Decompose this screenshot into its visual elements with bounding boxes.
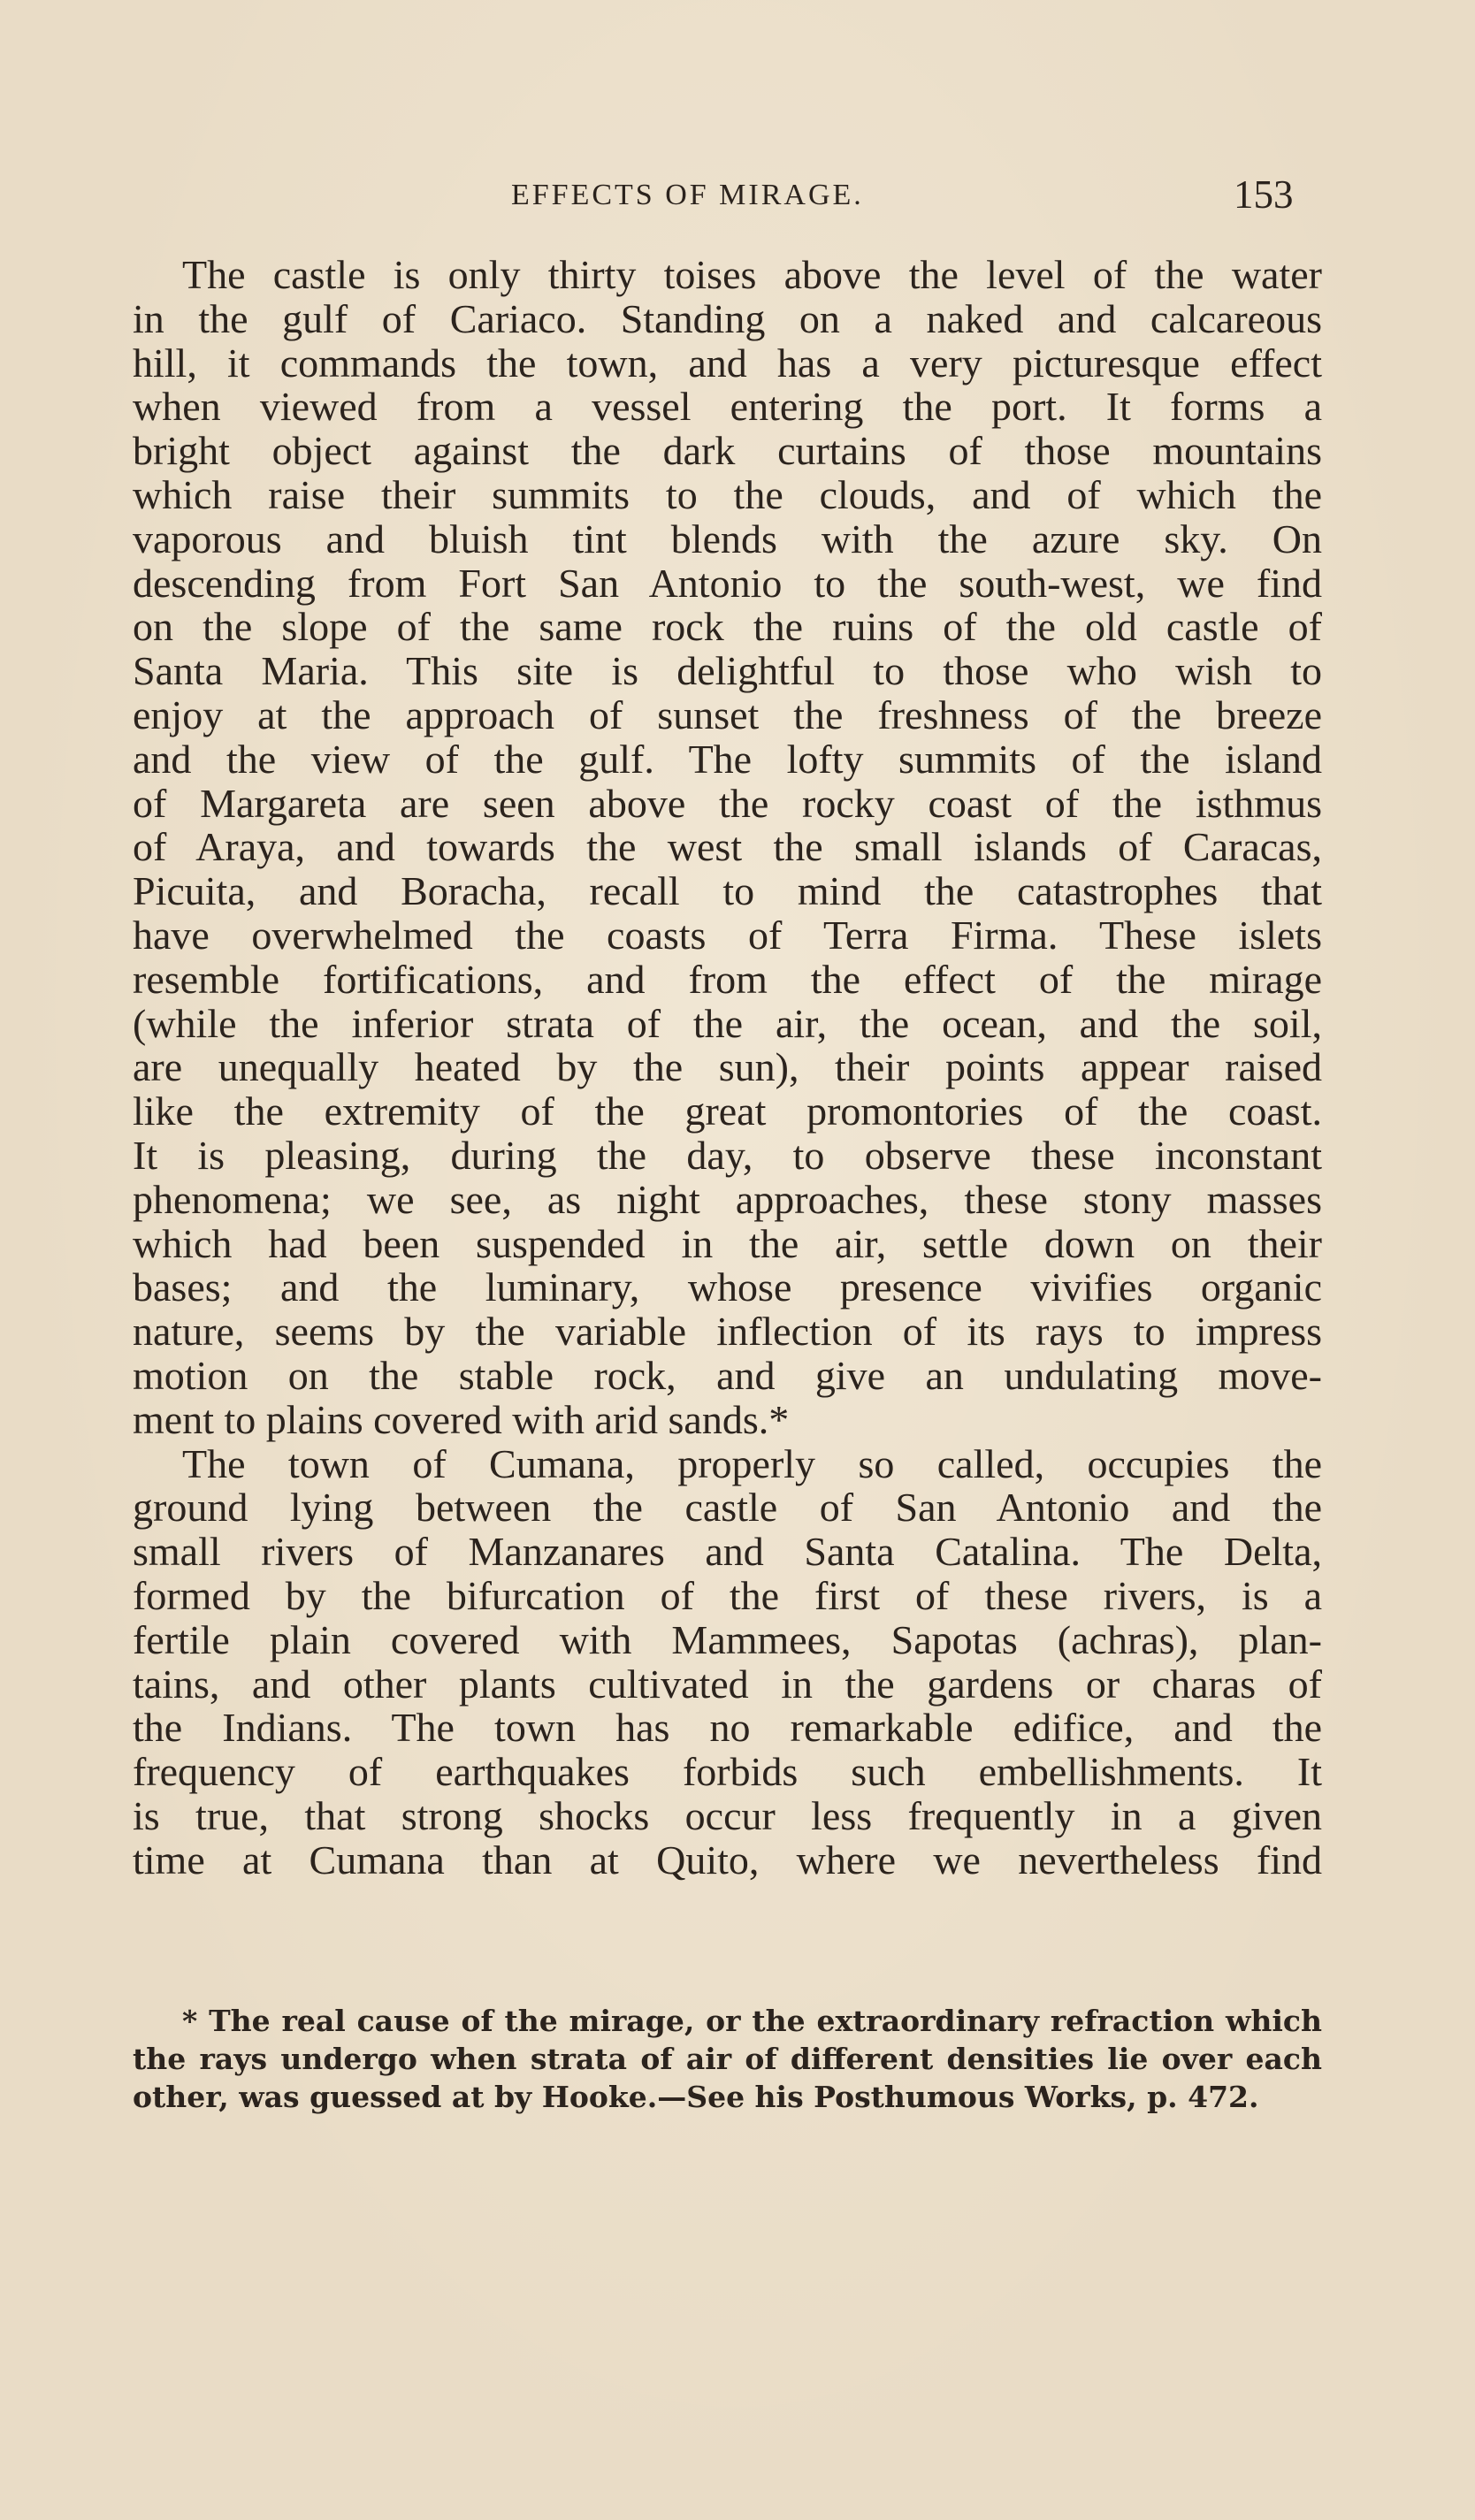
body-text bbox=[133, 253, 1322, 1882]
text-line: formed by the bifurcation of the first of these rivers, is a bbox=[133, 1572, 1322, 1618]
text-line: It is pleasing, during the day, to observe these inconstant bbox=[133, 1132, 1322, 1178]
text-line: fertile plain covered with Mammees, Sapotas (achras), plan- bbox=[133, 1616, 1322, 1662]
text-line: (while the inferior strata of the air, the ocean, and the soil, bbox=[133, 1000, 1322, 1046]
text-line: The town of Cumana, properly so called, occupies the bbox=[182, 1440, 1322, 1486]
page-number: 153 bbox=[1234, 172, 1294, 217]
text-line: frequency of earthquakes forbids such embellishments. It bbox=[133, 1749, 1322, 1795]
text-line: nature, seems by the variable inflection of its rays to impress bbox=[133, 1309, 1322, 1355]
text-line: motion on the stable rock, and give an undulating move- bbox=[133, 1352, 1322, 1398]
text-line: tains, and other plants cultivated in the gardens or charas of bbox=[133, 1661, 1322, 1707]
running-head: EFFECTS OF MIRAGE. bbox=[511, 179, 864, 211]
footnote bbox=[133, 2002, 1322, 2116]
text-line: descending from Fort San Antonio to the south-west, we find bbox=[133, 560, 1322, 606]
text-line: ground lying between the castle of San Antonio and the bbox=[133, 1485, 1322, 1531]
text-line: phenomena; we see, as night approaches, these stony masses bbox=[133, 1176, 1322, 1222]
text-line: when viewed from a vessel entering the port. It forms a bbox=[133, 384, 1322, 430]
page-header bbox=[177, 172, 1326, 228]
text-line: in the gulf of Cariaco. Standing on a naked and calcareous bbox=[133, 295, 1322, 341]
text-line: are unequally heated by the sun), their points appear raised bbox=[133, 1044, 1322, 1090]
text-line: hill, it commands the town, and has a very picturesque effect bbox=[133, 340, 1322, 386]
text-line: on the slope of the same rock the ruins of the old castle of bbox=[133, 604, 1322, 650]
text-line: and the view of the gulf. The lofty summits of the island bbox=[133, 736, 1322, 782]
text-line: of Araya, and towards the west the small islands of Caracas, bbox=[133, 824, 1322, 870]
footnote-line: other, was guessed at by Hooke.—See his Posthumous Works, p. 472. bbox=[133, 2080, 1259, 2114]
text-line: The castle is only thirty toises above the level of the water bbox=[182, 252, 1322, 297]
text-line: small rivers of Manzanares and Santa Catalina. The Delta, bbox=[133, 1529, 1322, 1575]
text-line: the Indians. The town has no remarkable edifice, and the bbox=[133, 1705, 1322, 1751]
text-line: which had been suspended in the air, settle down on their bbox=[133, 1220, 1322, 1266]
text-line: Picuita, and Boracha, recall to mind the catastrophes that bbox=[133, 868, 1322, 914]
text-line: bright object against the dark curtains of those mountains bbox=[133, 428, 1322, 474]
text-line: Santa Maria. This site is delightful to those who wish to bbox=[133, 648, 1322, 694]
footnote-line: * The real cause of the mirage, or the extraordinary refraction which bbox=[182, 2004, 1322, 2038]
text-line: is true, that strong shocks occur less frequently in a given bbox=[133, 1792, 1322, 1838]
text-line: bases; and the luminary, whose presence vivifies organic bbox=[133, 1264, 1322, 1310]
text-line: which raise their summits to the clouds, and of which the bbox=[133, 471, 1322, 517]
text-line: like the extremity of the great promontories of the coast. bbox=[133, 1088, 1322, 1134]
text-line: time at Cumana than at Quito, where we nevertheless find bbox=[133, 1837, 1322, 1882]
text-line: enjoy at the approach of sunset the freshness of the breeze bbox=[133, 691, 1322, 737]
text-line: of Margareta are seen above the rocky coast of the isthmus bbox=[133, 780, 1322, 826]
footnote-line: the rays undergo when strata of air of different densities lie over each bbox=[133, 2042, 1322, 2076]
text-line: have overwhelmed the coasts of Terra Firma. These islets bbox=[133, 912, 1322, 958]
text-line: vaporous and bluish tint blends with the azure sky. On bbox=[133, 515, 1322, 561]
text-line: ment to plains covered with arid sands.* bbox=[133, 1396, 790, 1442]
text-line: resemble fortifications, and from the effect of the mirage bbox=[133, 956, 1322, 1002]
